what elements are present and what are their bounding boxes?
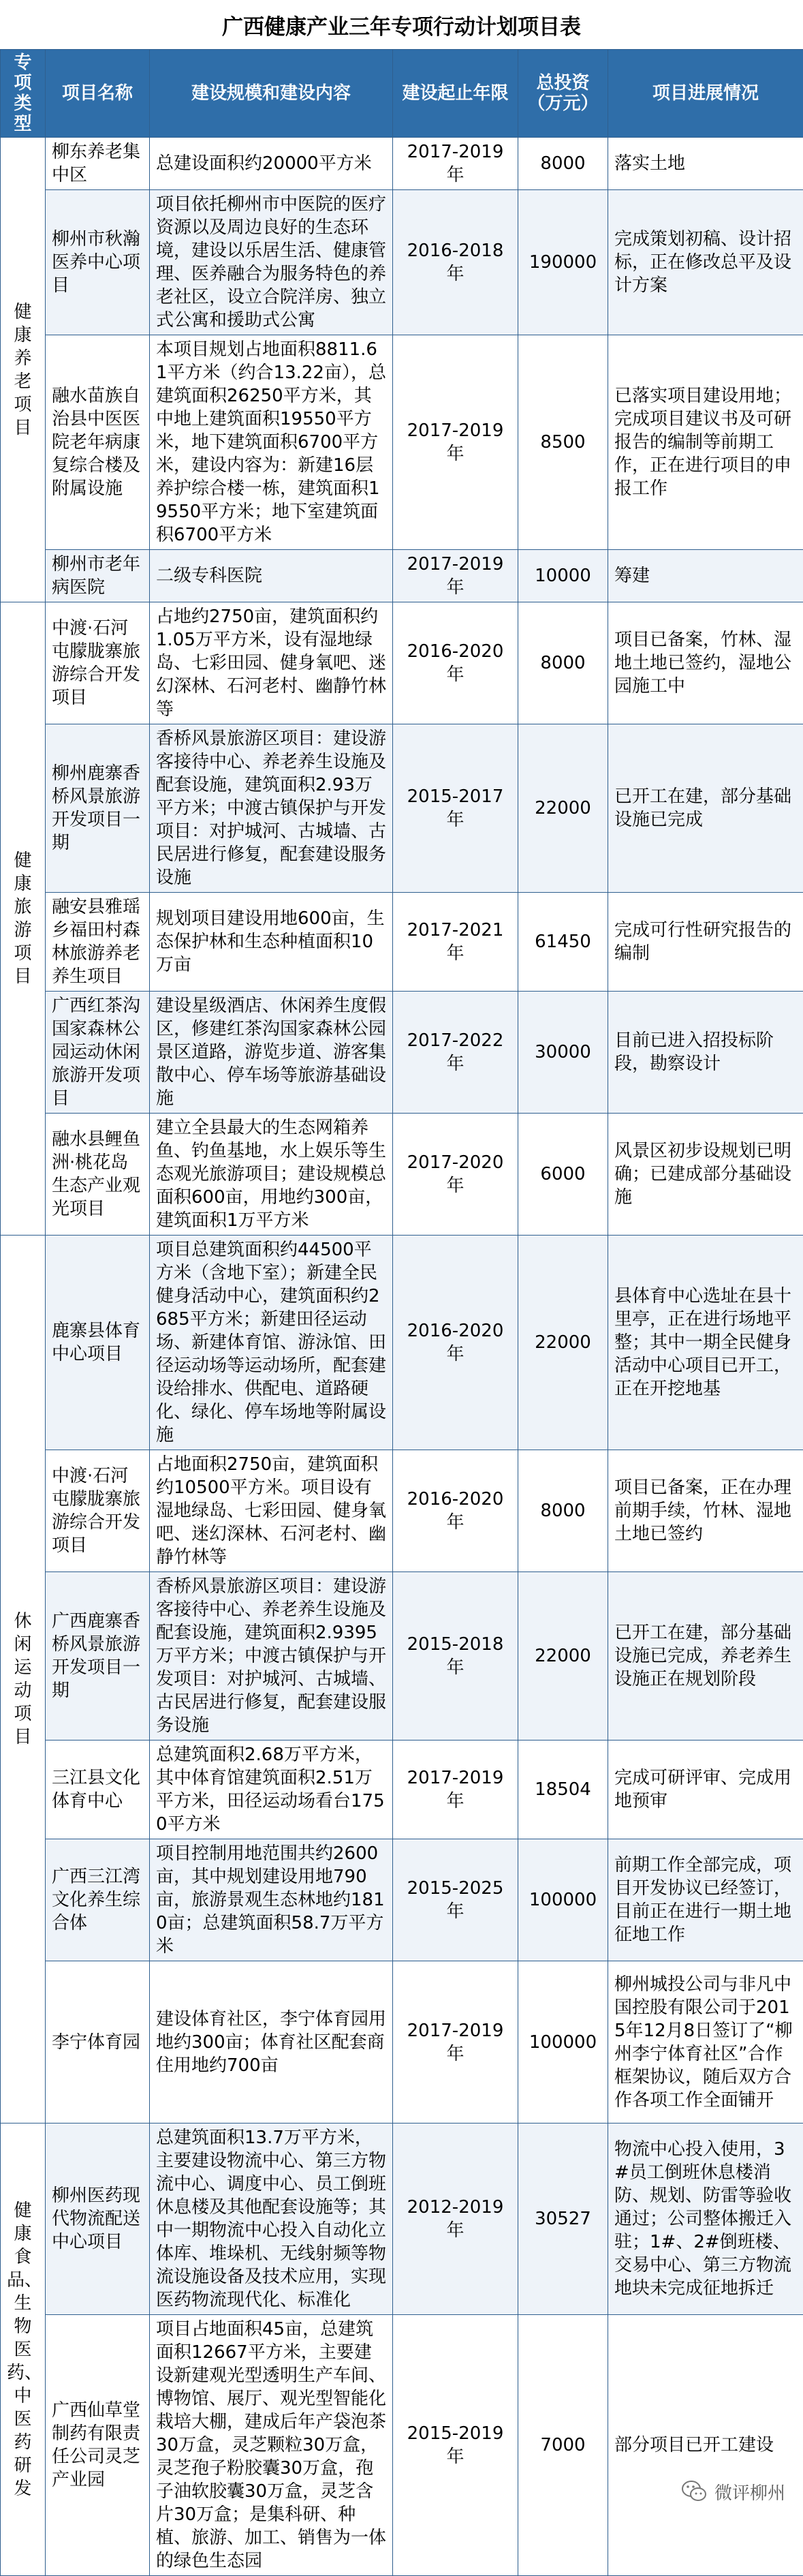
category-cell: 健康旅游项目	[1, 602, 46, 1236]
table-row	[1, 1572, 803, 1741]
project-investment-cell: 22000	[518, 724, 608, 893]
project-content-cell: 项目控制用地范围共约2600亩，其中规划建设用地790亩，旅游景观生态林地约1810亩；总建筑面积58.7万平方米	[150, 1839, 393, 1961]
project-name-cell: 融安县雅瑶乡福田村森林旅游养老养生项目	[46, 893, 150, 992]
project-years-cell: 2012-2019年	[393, 2123, 518, 2315]
project-investment-cell: 61450	[518, 893, 608, 992]
project-progress-cell: 已开工在建，部分基础设施已完成，养老养生设施正在规划阶段	[608, 1572, 803, 1741]
project-years-cell: 2017-2019年	[393, 1961, 518, 2123]
watermark	[680, 2478, 785, 2505]
table-row	[1, 1741, 803, 1839]
project-progress-cell: 筹建	[608, 550, 803, 602]
table-row	[1, 602, 803, 724]
project-progress-cell: 部分项目已开工建设	[608, 2315, 803, 2576]
project-name-cell: 广西三江湾文化养生综合体	[46, 1839, 150, 1961]
project-content-cell: 项目依托柳州市中医院的医疗资源以及周边良好的生态环境，建设以乐居生活、健康管理、医养融合为服务特色的养老社区，设立合院洋房、独立式公寓和援助式公寓	[150, 190, 393, 335]
header-row	[1, 50, 803, 138]
project-years-cell: 2016-2018年	[393, 190, 518, 335]
table-row	[1, 1450, 803, 1572]
table-row	[1, 2315, 803, 2576]
project-name-cell: 三江县文化体育中心	[46, 1741, 150, 1839]
project-years-cell: 2017-2019年	[393, 1741, 518, 1839]
project-investment-cell: 22000	[518, 1572, 608, 1741]
project-years-cell: 2017-2020年	[393, 1114, 518, 1236]
project-content-cell: 二级专科医院	[150, 550, 393, 602]
table-row	[1, 1839, 803, 1961]
project-investment-cell: 8000	[518, 1450, 608, 1572]
project-investment-cell: 30527	[518, 2123, 608, 2315]
project-years-cell: 2017-2022年	[393, 992, 518, 1114]
project-investment-cell: 7000	[518, 2315, 608, 2576]
table-title: 广西健康产业三年专项行动计划项目表	[0, 0, 803, 49]
project-name-cell: 融水县鲤鱼洲·桃花岛生态产业观光项目	[46, 1114, 150, 1236]
project-progress-cell: 已开工在建，部分基础设施已完成	[608, 724, 803, 893]
table-row	[1, 893, 803, 992]
project-table	[0, 49, 803, 2576]
table-row	[1, 992, 803, 1114]
project-content-cell: 建立全县最大的生态网箱养鱼、钓鱼基地，水上娱乐等生态观光旅游项目；建设规模总面积600亩，用地约300亩，建筑面积1万平方米	[150, 1114, 393, 1236]
project-progress-cell: 风景区初步设规划已明确；已建成部分基础设施	[608, 1114, 803, 1236]
project-content-cell: 香桥风景旅游区项目：建设游客接待中心、养老养生设施及配套设施，建筑面积2.9395万平方米；中渡古镇保护与开发项目：对护城河、古城墙、古民居进行修复，配套建设服务设施	[150, 1572, 393, 1741]
project-content-cell: 本项目规划占地面积8811.61平方米（约合13.22亩），总建筑面积26250平方米，其中地上建筑面积19550平方米，地下建筑面积6700平方米，建设内容为：新建16层养护综合楼一栋，建筑面积19550平方米；地下室建筑面积6700平方米	[150, 335, 393, 550]
category-cell: 健康养老项目	[1, 138, 46, 602]
wechat-icon	[680, 2478, 708, 2505]
watermark-text: 微评柳州	[714, 2479, 785, 2504]
project-years-cell: 2017-2021年	[393, 893, 518, 992]
project-years-cell: 2016-2020年	[393, 1450, 518, 1572]
category-cell: 休闲运动项目	[1, 1236, 46, 2123]
project-name-cell: 鹿寨县体育中心项目	[46, 1236, 150, 1450]
project-progress-cell: 目前已进入招投标阶段，勘察设计	[608, 992, 803, 1114]
project-name-cell: 柳州鹿寨香桥风景旅游开发项目一期	[46, 724, 150, 893]
project-years-cell: 2016-2020年	[393, 602, 518, 724]
project-years-cell: 2017-2019年	[393, 335, 518, 550]
project-years-cell: 2015-2017年	[393, 724, 518, 893]
table-row	[1, 550, 803, 602]
category-cell: 健康食品、生物医药、中医药研发	[1, 2123, 46, 2576]
project-name-cell: 广西鹿寨香桥风景旅游开发项目一期	[46, 1572, 150, 1741]
project-content-cell: 香桥风景旅游区项目：建设游客接待中心、养老养生设施及配套设施，建筑面积2.93万平方米；中渡古镇保护与开发项目：对护城河、古城墙、古民居进行修复，配套建设服务设施	[150, 724, 393, 893]
project-name-cell: 柳州医药现代物流配送中心项目	[46, 2123, 150, 2315]
project-progress-cell: 前期工作全部完成，项目开发协议已经签订，目前正在进行一期土地征地工作	[608, 1839, 803, 1961]
project-investment-cell: 8000	[518, 138, 608, 190]
table-row	[1, 1961, 803, 2123]
project-progress-cell: 落实土地	[608, 138, 803, 190]
project-investment-cell: 8000	[518, 602, 608, 724]
project-content-cell: 总建设面积约20000平方米	[150, 138, 393, 190]
project-progress-cell: 物流中心投入使用，3#员工倒班休息楼消防、规划、防雷等验收通过；公司整体搬迁入驻；1#、2#倒班楼、交易中心、第三方物流地块未完成征地拆迁	[608, 2123, 803, 2315]
header-category: 专项类型	[1, 50, 46, 138]
header-years: 建设起止年限	[393, 50, 518, 138]
project-years-cell: 2017-2019年	[393, 550, 518, 602]
project-investment-cell: 30000	[518, 992, 608, 1114]
table-row	[1, 1114, 803, 1236]
project-investment-cell: 22000	[518, 1236, 608, 1450]
project-investment-cell: 8500	[518, 335, 608, 550]
project-years-cell: 2016-2020年	[393, 1236, 518, 1450]
project-name-cell: 中渡·石河屯朦胧寨旅游综合开发项目	[46, 602, 150, 724]
project-name-cell: 中渡·石河屯朦胧寨旅游综合开发项目	[46, 1450, 150, 1572]
project-name-cell: 柳州市秋瀚医养中心项目	[46, 190, 150, 335]
project-content-cell: 规划项目建设用地600亩，生态保护林和生态种植面积10万亩	[150, 893, 393, 992]
header-name: 项目名称	[46, 50, 150, 138]
header-progress: 项目进展情况	[608, 50, 803, 138]
project-progress-cell: 完成策划初稿、设计招标，正在修改总平及设计方案	[608, 190, 803, 335]
project-content-cell: 占地约2750亩，建筑面积约1.05万平方米，设有湿地绿岛、七彩田园、健身氧吧、迷幻深林、石河老村、幽静竹林等	[150, 602, 393, 724]
project-progress-cell: 完成可行性研究报告的编制	[608, 893, 803, 992]
project-investment-cell: 10000	[518, 550, 608, 602]
project-progress-cell: 已落实项目建设用地；完成项目建议书及可研报告的编制等前期工作，正在进行项目的申报工作	[608, 335, 803, 550]
project-content-cell: 总建筑面积2.68万平方米，其中体育馆建筑面积2.51万平方米，田径运动场看台1750平方米	[150, 1741, 393, 1839]
table-row	[1, 335, 803, 550]
project-content-cell: 占地面积2750亩，建筑面积约10500平方米。项目设有湿地绿岛、七彩田园、健身氧吧、迷幻深林、石河老村、幽静竹林等	[150, 1450, 393, 1572]
table-row	[1, 1236, 803, 1450]
project-progress-cell: 项目已备案，正在办理前期手续，竹林、湿地土地已签约	[608, 1450, 803, 1572]
project-progress-cell: 县体育中心选址在县十里亭，正在进行场地平整；其中一期全民健身活动中心项目已开工，正在开挖地基	[608, 1236, 803, 1450]
table-body	[1, 138, 803, 2576]
project-name-cell: 柳东养老集中区	[46, 138, 150, 190]
project-investment-cell: 100000	[518, 1839, 608, 1961]
project-content-cell: 建设体育社区，李宁体育园用地约300亩；体育社区配套商住用地约700亩	[150, 1961, 393, 2123]
project-content-cell: 建设星级酒店、休闲养生度假区，修建红茶沟国家森林公园景区道路，游览步道、游客集散中心、停车场等旅游基础设施	[150, 992, 393, 1114]
table-row	[1, 2123, 803, 2315]
table-row	[1, 724, 803, 893]
project-name-cell: 广西红茶沟国家森林公园运动休闲旅游开发项目	[46, 992, 150, 1114]
project-years-cell: 2015-2018年	[393, 1572, 518, 1741]
project-name-cell: 柳州市老年病医院	[46, 550, 150, 602]
project-name-cell: 融水苗族自治县中医医院老年病康复综合楼及附属设施	[46, 335, 150, 550]
project-content-cell: 项目总建筑面积约44500平方米（含地下室）；新建全民健身活动中心，建筑面积约2685平方米；新建田径运动场、新建体育馆、游泳馆、田径运动场等运动场所，配套建设给排水、供配电、道路硬化、绿化、停车场地等附属设施	[150, 1236, 393, 1450]
project-investment-cell: 190000	[518, 190, 608, 335]
project-years-cell: 2017-2019年	[393, 138, 518, 190]
project-years-cell: 2015-2019年	[393, 2315, 518, 2576]
project-name-cell: 李宁体育园	[46, 1961, 150, 2123]
table-row	[1, 138, 803, 190]
header-content: 建设规模和建设内容	[150, 50, 393, 138]
project-progress-cell: 柳州城投公司与非凡中国控股有限公司于2015年12月8日签订了“柳州李宁体育社区”合作框架协议，随后双方合作各项工作全面铺开	[608, 1961, 803, 2123]
project-investment-cell: 18504	[518, 1741, 608, 1839]
header-investment: 总投资（万元）	[518, 50, 608, 138]
project-years-cell: 2015-2025年	[393, 1839, 518, 1961]
project-content-cell: 总建筑面积13.7万平方米，主要建设物流中心、第三方物流中心、调度中心、员工倒班休息楼及其他配套设施等；其中一期物流中心投入自动化立体库、堆垛机、无线射频等物流设施设备及技术应用，实现医药物流现代化、标准化	[150, 2123, 393, 2315]
table-row	[1, 190, 803, 335]
project-progress-cell: 完成可研评审、完成用地预审	[608, 1741, 803, 1839]
project-progress-cell: 项目已备案，竹林、湿地土地已签约，湿地公园施工中	[608, 602, 803, 724]
project-content-cell: 项目占地面积45亩，总建筑面积12667平方米，主要建设新建观光型透明生产车间、博物馆、展厅、观光型智能化栽培大棚，建成后年产袋泡茶30万盒，灵芝颗粒30万盒，灵芝孢子粉胶囊30万盒，孢子油软胶囊30万盒，灵芝含片30万盒；是集科研、种植、旅游、加工、销售为一体的绿色生态园	[150, 2315, 393, 2576]
project-name-cell: 广西仙草堂制药有限责任公司灵芝产业园	[46, 2315, 150, 2576]
project-investment-cell: 100000	[518, 1961, 608, 2123]
project-investment-cell: 6000	[518, 1114, 608, 1236]
